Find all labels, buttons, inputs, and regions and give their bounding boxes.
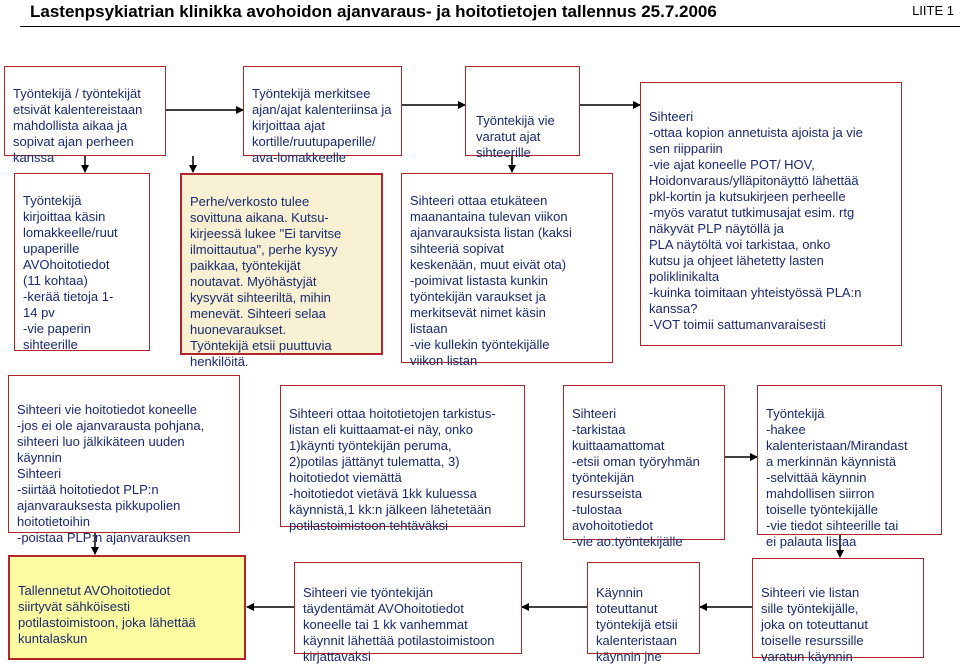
step-family-arrives — [180, 173, 383, 369]
step-weekly-list-text: Sihteeri ottaa etukäteen maanantaina tulevan viikon ajanvarauksista listan (kaksi sihteeriä sopivat keskenään, muut eivät ota) -poimivat listasta kunkin työntekijän varaukset ja merkitsevät nimet käsin listaan -vie kullekin työntekijälle viikon listan — [410, 193, 572, 368]
step-worker-searches-text: Käynnin toteuttanut työntekijä etsii kalenteristaan käynnin jne — [596, 585, 678, 664]
step-worker-fetch — [757, 385, 942, 549]
step-family-arrives-text: Perhe/verkosto tulee sovittuna aikana. Kutsu- kirjeessä lukee "Ei tarvitse ilmoittautua", perhe kysyy paikkaa, työntekijät noutavat. Myöhästyjät kysyvät sihteeriltä, mihin menevät. Sihteeri selaa huonevaraukset. Työntekijä etsii puuttuvia henkilöitä. — [190, 194, 342, 369]
step-check-list-text: Sihteeri ottaa hoitotietojen tarkistus- listan eli kuittaamat-ei näy, onko 1)käynti työntekijän peruma, 2)potilas jättänyt tulematta, 3) hoitotiedot viemättä -hoitotiedot vietävä 1kk kuluessa käynnistä,1 kk:n jälkeen lähetetään potilastoimistoon tehtäväksi — [289, 406, 496, 533]
step-deliver-times — [465, 66, 580, 160]
step-check-list — [280, 385, 525, 533]
step-check-unconfirmed-text: Sihteeri -tarkistaa kuittaamattomat -etsii oman työryhmän työntekijän resursseista -tulostaa avohoitotiedot -vie ao.työntekijälle — [572, 406, 700, 549]
step-enter-care-data-text: Sihteeri vie hoitotiedot koneelle -jos ei ole ajanvarausta pohjana, sihteeri luo jälkikäteen uuden käynnin Sihteeri -siirtää hoitotiedot PLP:n ajanvarauksesta pikkupolien hoitotietoihin -poistaa PLP:n ajanvarauksen — [17, 402, 205, 545]
step-secretary-enters-text: Sihteeri vie työntekijän täydentämät AVOhoitotiedot koneelle tai 1 kk vanhemmat käynnit lähettää potilastoimistoon kirjattavaksi — [303, 585, 495, 664]
step-deliver-times-text: Työntekijä vie varatut ajat sihteerille — [476, 113, 555, 160]
step-enter-care-data — [8, 375, 240, 545]
page-title: Lastenpsykiatrian klinikka avohoidon ajanvaraus- ja hoitotietojen tallennus 25.7.2006 — [30, 2, 717, 21]
step-record-on-paper — [14, 173, 150, 351]
step-electronic-transfer-text: Tallennetut AVOhoitotiedot siirtyvät sähköisesti potilastoimistoon, joka lähettää kuntalaskun — [18, 583, 196, 646]
step-list-to-worker-text: Sihteeri vie listan sille työntekijälle, joka on toteuttanut toiselle resurssille varatun käynnin — [761, 585, 868, 664]
step-worker-fetch-text: Työntekijä -hakee kalenteristaan/Mirandast a merkinnän käynnistä -selvittää käynnin mahdollisen siirron toiselle työntekijälle -vie tiedot sihteerille tai ei palauta listaa — [766, 406, 908, 549]
step-electronic-transfer — [8, 555, 246, 660]
step-schedule-time — [4, 66, 166, 165]
step-secretary-booking-text: Sihteeri -ottaa kopion annetuista ajoista ja vie sen riippariin -vie ajat koneelle POT/ HOV, Hoidonvaraus/ylläpitonäyttö lähettää pkl-kortin ja kutsukirjeen perheelle -myös varatut tutkimusajat esim. rtg näkyvät PLP näytöllä ja PLA näytöltä voi tarkistaa, onko kutsu ja ohjeet lähetetty lasten poliklinikalta -kuinka toimitaan yhteistyössä PLA:n kanssa? -VOT toimii sattumanvaraisesti — [649, 109, 863, 332]
appendix-label: LIITE 1 — [912, 3, 954, 18]
step-weekly-list — [401, 173, 613, 368]
step-record-on-paper-text: Työntekijä kirjoittaa käsin lomakkeelle/ruut upaperille AVOhoitotiedot (11 kohtaa) -kerää tietoja 1- 14 pv -vie paperin sihteerille — [23, 193, 118, 352]
step-secretary-booking — [640, 82, 902, 346]
step-secretary-enters — [294, 562, 522, 664]
step-mark-calendar-text: Työntekijä merkitsee ajan/ajat kalenteriinsa ja kirjoittaa ajat kortille/ruutupaperille/ ava-lomakkeelle — [252, 86, 392, 165]
step-list-to-worker — [752, 558, 924, 664]
step-check-unconfirmed — [563, 385, 725, 549]
step-schedule-time-text: Työntekijä / työntekijät etsivät kalentereistaan mahdollista aikaa ja sopivat ajan perheen kanssa — [13, 86, 143, 165]
step-mark-calendar — [243, 66, 402, 165]
step-worker-searches — [587, 562, 700, 664]
